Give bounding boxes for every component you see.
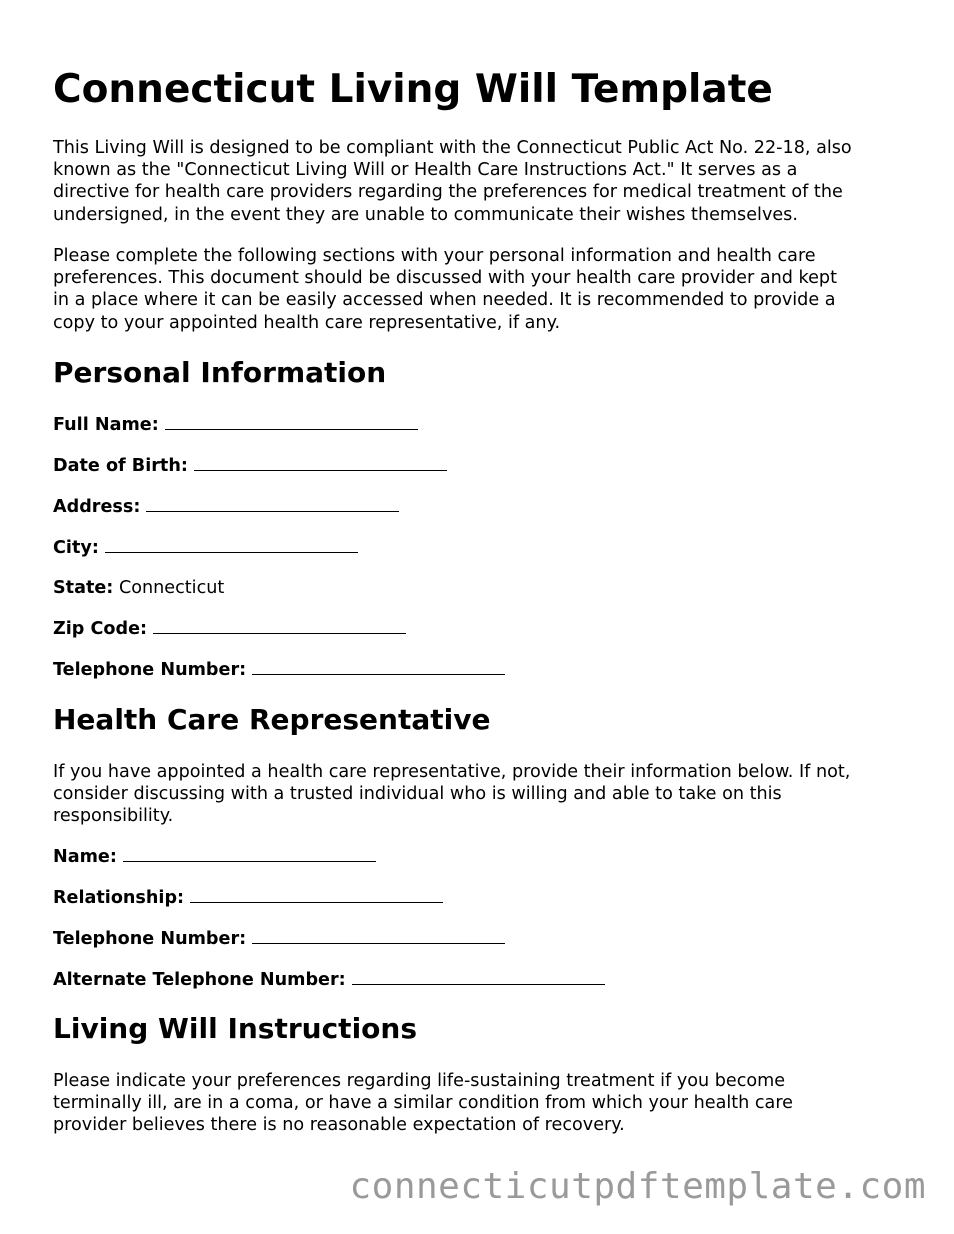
- text-line: responsibility.: [53, 806, 174, 827]
- city-label: City:: [53, 538, 99, 558]
- page-title: Connecticut Living Will Template: [53, 67, 773, 112]
- rep-name-blank[interactable]: [123, 847, 376, 862]
- rep-name-field[interactable]: [53, 846, 376, 868]
- full-name-blank[interactable]: [165, 415, 418, 430]
- instructions-paragraph: [53, 1070, 913, 1137]
- text-line: Please complete the following sections with your personal information and health care: [53, 246, 816, 266]
- text-line: consider discussing with a trusted individual who is willing and able to take on this: [53, 784, 782, 805]
- zip-blank[interactable]: [153, 619, 406, 634]
- state-field: [53, 577, 224, 599]
- full-name-field[interactable]: [53, 414, 418, 436]
- watermark: connecticutpdftemplate.com: [349, 1166, 926, 1207]
- text-line: copy to your appointed health care representative, if any.: [53, 312, 561, 333]
- intro-paragraph-2: [53, 245, 913, 334]
- dob-field[interactable]: [53, 455, 447, 477]
- rep-alt-phone-blank[interactable]: [352, 970, 605, 985]
- personal-info-heading: Personal Information: [53, 356, 387, 389]
- phone-blank[interactable]: [252, 660, 505, 675]
- zip-label: Zip Code:: [53, 619, 148, 639]
- rep-name-label: Name:: [53, 847, 117, 867]
- instructions-heading: Living Will Instructions: [53, 1012, 417, 1045]
- address-blank[interactable]: [146, 497, 399, 512]
- intro-paragraph-1: [53, 137, 913, 226]
- city-blank[interactable]: [105, 538, 358, 553]
- text-line: If you have appointed a health care representative, provide their information below. If not,: [53, 762, 851, 782]
- rep-relationship-field[interactable]: [53, 887, 443, 909]
- text-line: directive for health care providers regarding the preferences for medical treatment of the: [53, 182, 843, 203]
- state-value: Connecticut: [118, 578, 225, 598]
- zip-field[interactable]: [53, 618, 406, 640]
- text-line: known as the "Connecticut Living Will or Health Care Instructions Act." It serves as a: [53, 160, 798, 181]
- full-name-label: Full Name:: [53, 415, 159, 435]
- phone-label: Telephone Number:: [53, 660, 247, 680]
- rep-relationship-blank[interactable]: [190, 888, 443, 903]
- rep-alt-phone-label: Alternate Telephone Number:: [53, 970, 346, 990]
- rep-relationship-label: Relationship:: [53, 888, 185, 908]
- text-line: This Living Will is designed to be compliant with the Connecticut Public Act No. 22-18, also: [53, 138, 852, 158]
- text-line: terminally ill, are in a coma, or have a similar condition from which your health care: [53, 1093, 794, 1114]
- text-line: preferences. This document should be discussed with your health care provider and kept: [53, 268, 837, 289]
- rep-phone-field[interactable]: [53, 928, 505, 950]
- dob-label: Date of Birth:: [53, 456, 188, 476]
- state-label: State:: [53, 578, 114, 598]
- address-label: Address:: [53, 497, 141, 517]
- rep-phone-blank[interactable]: [252, 929, 505, 944]
- text-line: undersigned, in the event they are unable to communicate their wishes themselves.: [53, 204, 798, 225]
- phone-field[interactable]: [53, 659, 505, 681]
- text-line: in a place where it can be easily accessed when needed. It is recommended to provide a: [53, 290, 836, 311]
- representative-heading: Health Care Representative: [53, 703, 491, 736]
- text-line: provider believes there is no reasonable expectation of recovery.: [53, 1115, 625, 1136]
- representative-paragraph: [53, 761, 913, 828]
- rep-phone-label: Telephone Number:: [53, 929, 247, 949]
- rep-alt-phone-field[interactable]: [53, 969, 605, 991]
- address-field[interactable]: [53, 496, 399, 518]
- dob-blank[interactable]: [194, 456, 447, 471]
- text-line: Please indicate your preferences regarding life-sustaining treatment if you become: [53, 1071, 786, 1091]
- city-field[interactable]: [53, 537, 358, 559]
